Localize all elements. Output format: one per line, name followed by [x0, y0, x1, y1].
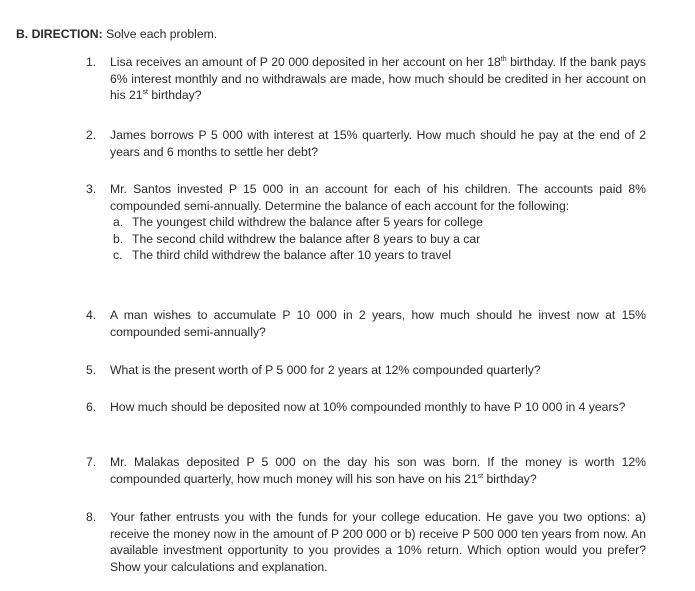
- problem-text-part: birthday?: [147, 88, 202, 103]
- problem-text: What is the present worth of P 5 000 for 2 years at 12% compounded quarterly?: [110, 363, 541, 377]
- problem-number: 8.: [86, 510, 97, 524]
- section-heading: [16, 26, 217, 43]
- problem-number: 7.: [86, 455, 97, 469]
- subitem-letter: a.: [113, 215, 124, 230]
- problem-text: Mr. Santos invested P 15 000 in an account for each of his children. The accounts paid 8% compounded semi-annually. Determine the balance of each account for the following:: [110, 182, 646, 213]
- subitem-text: The third child withdrew the balance after 10 years to travel: [132, 248, 452, 263]
- problem-5: [86, 362, 646, 379]
- problem-7: [86, 454, 646, 487]
- section-label: B. DIRECTION:: [16, 27, 103, 41]
- ordinal-suffix: th: [500, 56, 507, 63]
- problem-1: [86, 54, 646, 104]
- problem-text-part: Mr. Malakas deposited P 5 000 on the day his son was born. If the money is worth 12% compounded quarterly, how much money will his son have on his 21: [110, 455, 646, 486]
- subitem-list: [110, 214, 646, 264]
- ordinal-suffix: st: [477, 472, 484, 480]
- subitem-text: The youngest child withdrew the balance after 5 years for college: [132, 215, 483, 230]
- subitem-letter: c.: [113, 248, 123, 263]
- problem-number: 4.: [86, 308, 97, 322]
- problem-4: [86, 307, 646, 340]
- problem-number: 2.: [86, 128, 97, 142]
- problem-text-part: birthday. If the bank pays 6% interest monthly and no withdrawals are made, how much should be credited in her account on his 21: [110, 55, 647, 103]
- problem-2: [86, 127, 646, 160]
- section-instruction: Solve each problem.: [106, 27, 218, 41]
- subitem-c: [110, 247, 646, 264]
- problem-text: James borrows P 5 000 with interest at 15% quarterly. How much should he pay at the end of 2 years and 6 months to settle her debt?: [110, 128, 646, 159]
- problem-6: [86, 399, 646, 416]
- problem-text: [110, 54, 646, 104]
- problem-text: How much should be deposited now at 10% compounded monthly to have P 10 000 in 4 years?: [110, 400, 626, 414]
- problem-8: [86, 509, 646, 575]
- problem-number: 3.: [86, 182, 97, 196]
- problem-text-part: birthday?: [483, 471, 537, 486]
- ordinal-suffix: st: [142, 89, 148, 97]
- problem-text: A man wishes to accumulate P 10 000 in 2 years, how much should he invest now at 15% compounded semi-annually?: [110, 308, 646, 339]
- problem-number: 6.: [86, 400, 97, 414]
- problem-number: 5.: [86, 363, 97, 377]
- subitem-a: [110, 214, 646, 231]
- problem-text: Your father entrusts you with the funds for your college education. He gave you two options: a) receive the money now in the amount of P 200 000 or b) receive P 500 000 ten years from now. An available investment opportunity to you provides a 10% return. Which option would you prefer? Show your calculations and explanation.: [110, 510, 646, 574]
- problem-text-part: Lisa receives an amount of P 20 000 deposited in her account on her 18: [110, 55, 501, 69]
- problem-number: 1.: [86, 55, 97, 69]
- subitem-letter: b.: [113, 231, 124, 246]
- subitem-text: The second child withdrew the balance after 8 years to buy a car: [132, 231, 481, 246]
- problem-3: [86, 181, 646, 264]
- subitem-b: [110, 231, 646, 248]
- problem-text: [110, 454, 646, 487]
